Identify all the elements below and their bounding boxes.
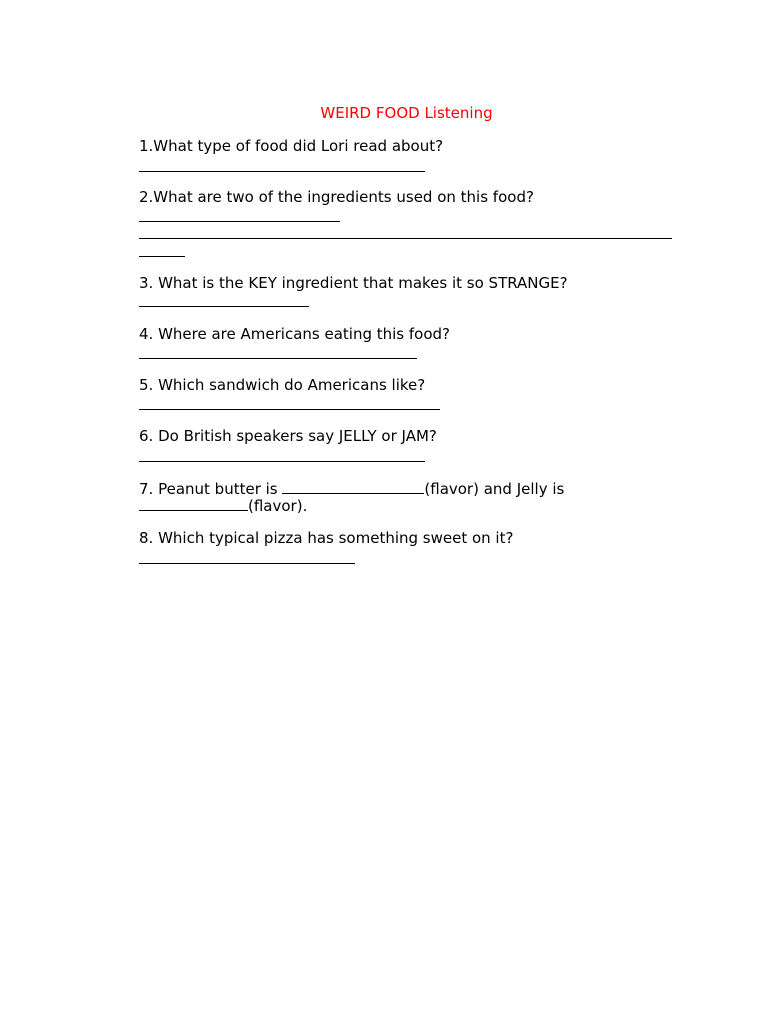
question-7-text-start: 7. Peanut butter is xyxy=(139,480,283,498)
answer-line-2b xyxy=(139,238,672,239)
question-7-text-middle: (flavor) and Jelly is xyxy=(424,480,565,498)
answer-line-5 xyxy=(139,409,440,410)
answer-line-4 xyxy=(139,358,417,359)
question-5-text: 5. Which sandwich do Americans like? xyxy=(139,376,426,394)
question-8-text: 8. Which typical pizza has something sweet on it? xyxy=(139,529,514,547)
flavor-blank-peanut-butter xyxy=(282,479,424,494)
question-7-line-2 xyxy=(139,496,307,515)
answer-line-3 xyxy=(139,306,309,307)
question-6-text: 6. Do British speakers say JELLY or JAM? xyxy=(139,427,437,445)
answer-line-1 xyxy=(139,171,425,172)
worksheet-title: WEIRD FOOD Listening xyxy=(320,104,493,122)
question-2-text: 2.What are two of the ingredients used on this food? xyxy=(139,188,534,206)
question-3-text: 3. What is the KEY ingredient that makes it so STRANGE? xyxy=(139,274,568,292)
answer-line-2c xyxy=(139,256,185,257)
answer-line-8 xyxy=(139,563,355,564)
question-1-text: 1.What type of food did Lori read about? xyxy=(139,137,444,155)
flavor-blank-jelly xyxy=(139,496,248,511)
answer-line-6 xyxy=(139,461,425,462)
question-7-text-end: (flavor). xyxy=(248,497,308,515)
answer-line-2a xyxy=(139,221,340,222)
question-4-text: 4. Where are Americans eating this food? xyxy=(139,325,450,343)
